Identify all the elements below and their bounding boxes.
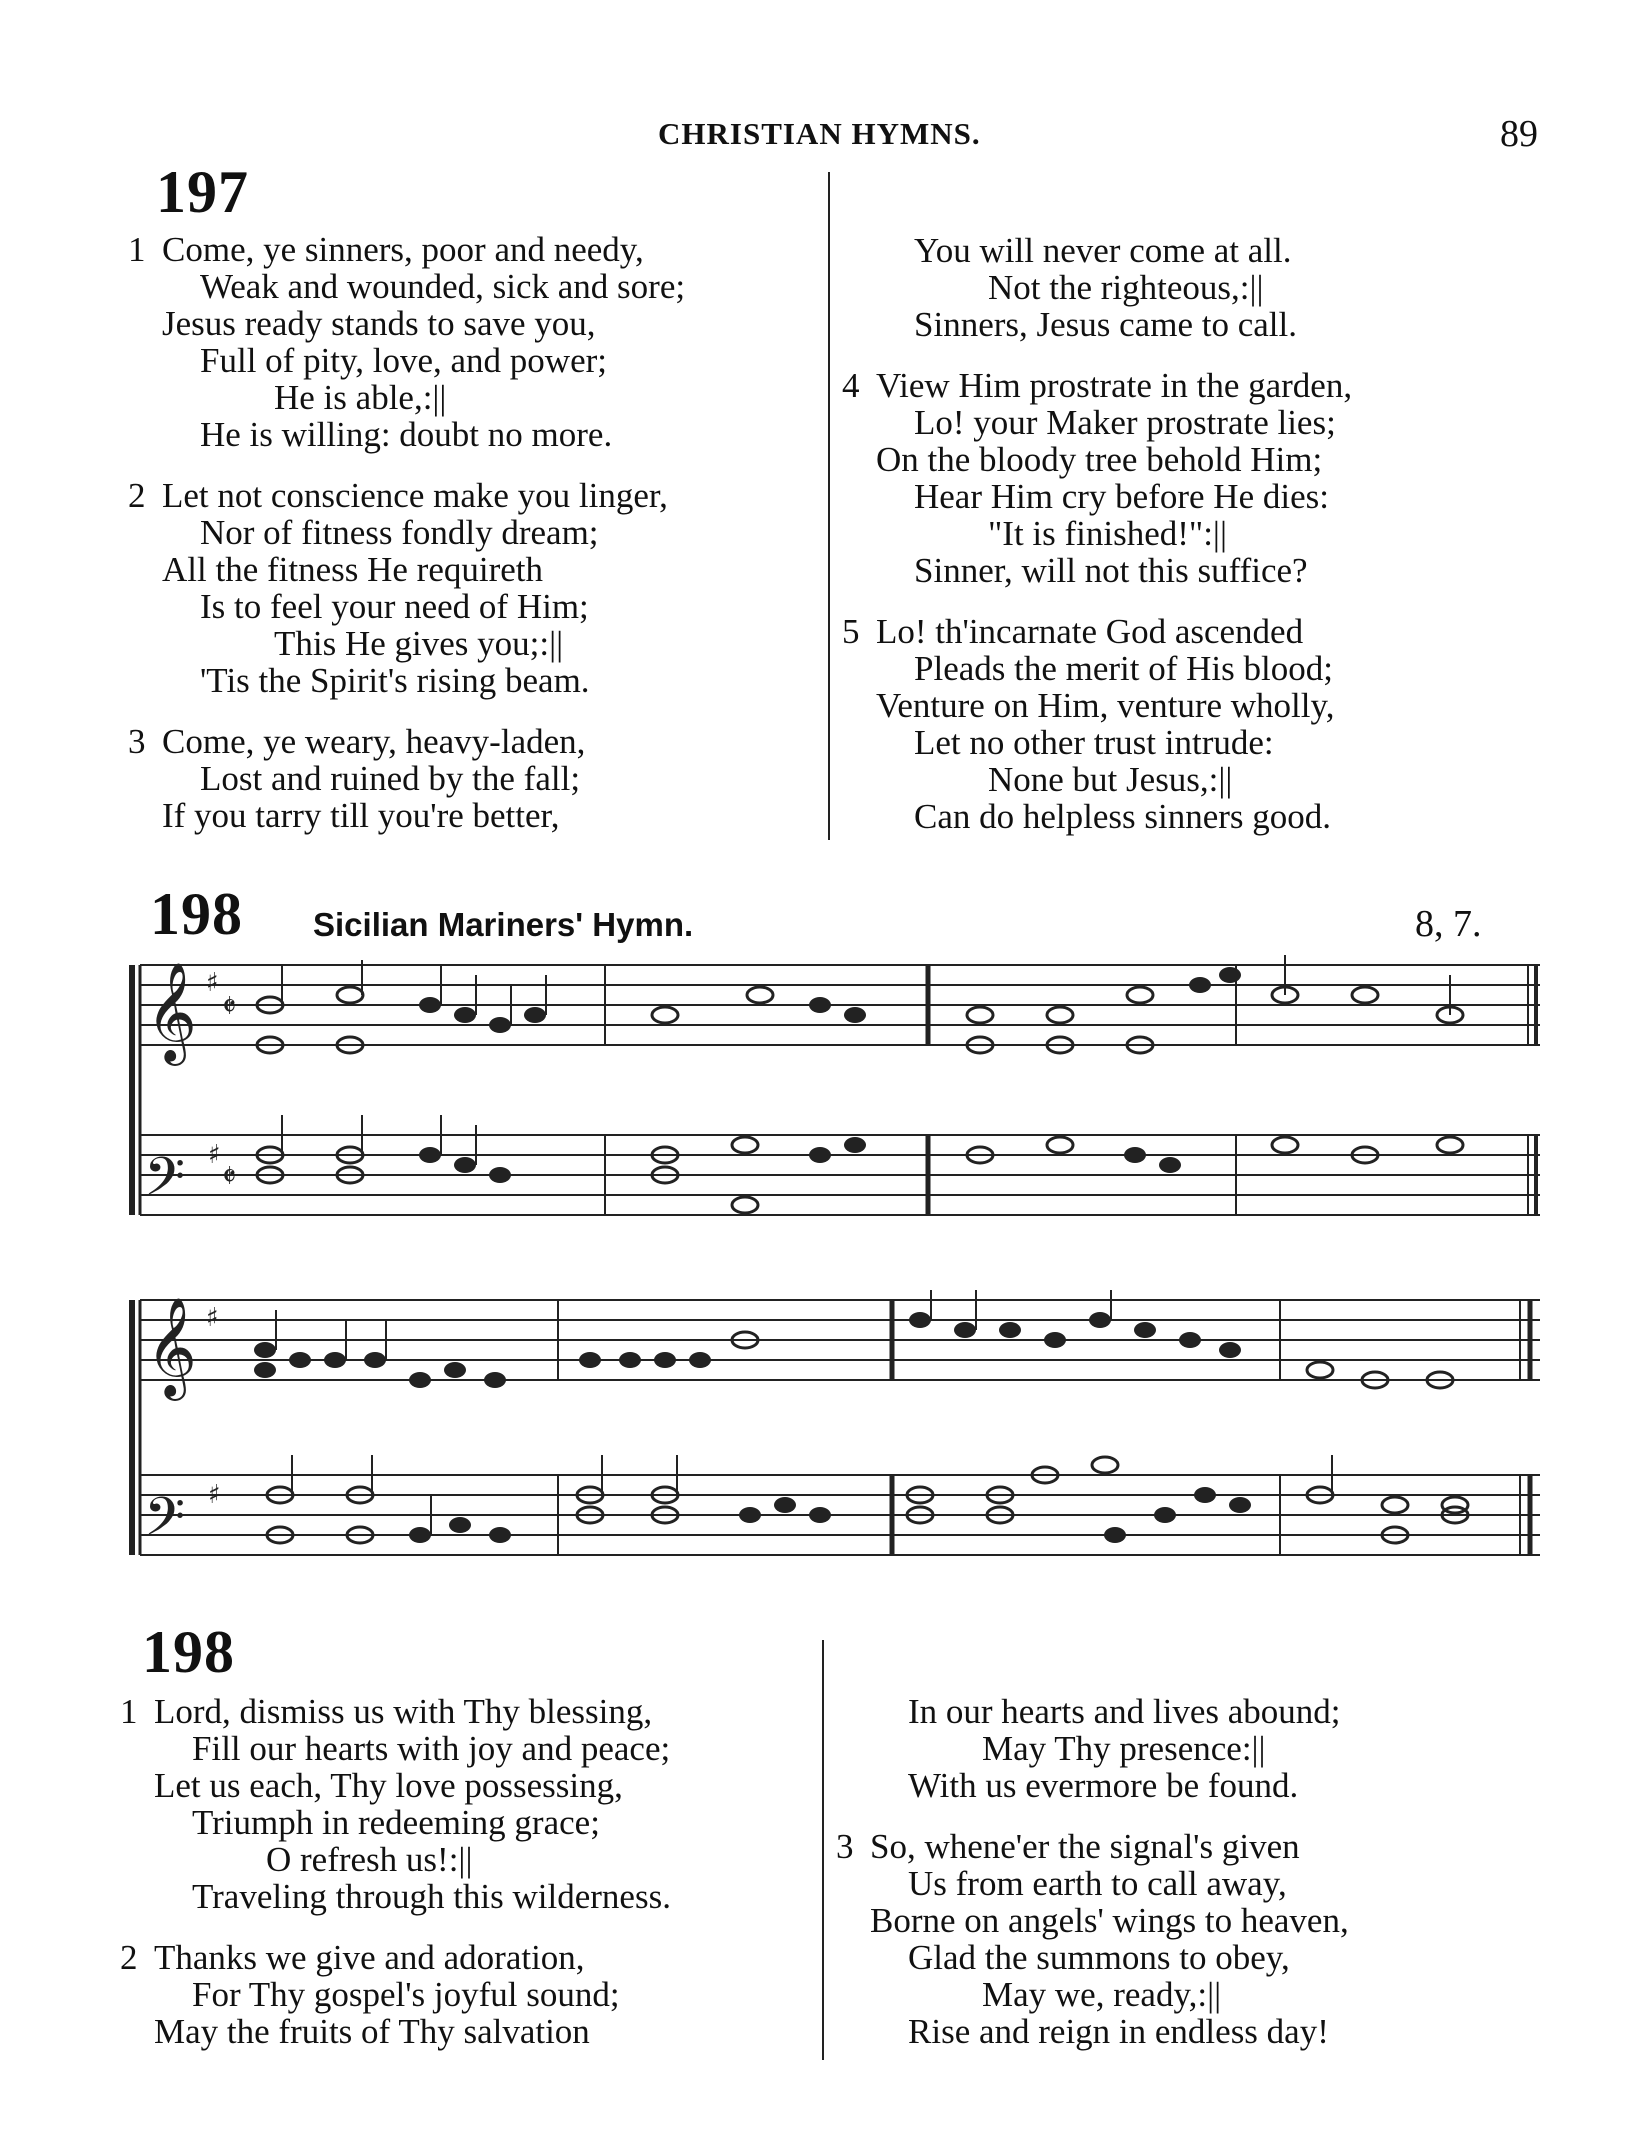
verse-line-text: Hear Him cry before He dies: — [914, 477, 1329, 516]
verse — [842, 367, 1352, 589]
verse-line — [842, 269, 1352, 306]
verse-line-text: Full of pity, love, and power; — [200, 341, 607, 380]
verse-line-text: Not the righteous,:|| — [988, 268, 1264, 307]
verse-line-text: For Thy gospel's joyful sound; — [192, 1975, 620, 2014]
verse-line — [128, 416, 685, 453]
tune-name: Sicilian Mariners' Hymn. — [313, 906, 694, 943]
verse-number: 2 — [120, 1938, 138, 1977]
bass-clef-icon: 𝄢 — [144, 1147, 186, 1221]
verse-line-text: You will never come at all. — [914, 231, 1292, 270]
verse-line — [120, 1693, 671, 1730]
verse-line — [128, 551, 685, 588]
svg-text:♯: ♯ — [208, 1140, 221, 1170]
verse-line — [128, 662, 685, 699]
verse-line — [842, 613, 1352, 650]
meter: 8, 7. — [1415, 903, 1482, 945]
column-divider — [828, 172, 830, 840]
verse-line — [842, 367, 1352, 404]
verse-line — [128, 379, 685, 416]
verse-line — [836, 1939, 1349, 1976]
verse-line — [842, 441, 1352, 478]
verse-line-text: Venture on Him, venture wholly, — [876, 686, 1335, 725]
verse-line — [842, 515, 1352, 552]
verse-line — [120, 1976, 671, 2013]
verse-line-text: Is to feel your need of Him; — [200, 587, 589, 626]
verse-number: 3 — [836, 1827, 854, 1866]
verse-line-text: Let not conscience make you linger, — [162, 476, 668, 515]
verse — [128, 477, 685, 699]
verse-line — [128, 797, 685, 834]
verse-line-text: Let no other trust intrude: — [914, 723, 1274, 762]
verse-line-text: He is able,:|| — [274, 378, 447, 417]
verse-line — [836, 1767, 1349, 1804]
verse-line-text: So, whene'er the signal's given — [870, 1827, 1300, 1866]
verse-line — [842, 761, 1352, 798]
verse-line-text: Lost and ruined by the fall; — [200, 759, 581, 798]
verse-line-text: Pleads the merit of His blood; — [914, 649, 1333, 688]
verse-line — [842, 478, 1352, 515]
svg-text:𝄵: 𝄵 — [222, 987, 237, 1025]
verse-line-text: Weak and wounded, sick and sore; — [200, 267, 686, 306]
verse-line — [836, 1976, 1349, 2013]
verse-line — [128, 760, 685, 797]
hymn-198-right-column — [836, 1693, 1349, 2074]
verse-line — [836, 1902, 1349, 1939]
verse-number: 4 — [842, 366, 860, 405]
verse-line-text: Jesus ready stands to save you, — [162, 304, 596, 343]
verse-line — [842, 232, 1352, 269]
verse-number: 5 — [842, 612, 860, 651]
verse-number: 1 — [120, 1692, 138, 1731]
verse — [836, 1828, 1349, 2050]
verse-line-text: Nor of fitness fondly dream; — [200, 513, 599, 552]
verse-line-text: Lo! your Maker prostrate lies; — [914, 403, 1336, 442]
verse-line — [128, 305, 685, 342]
svg-text:𝄵: 𝄵 — [222, 1157, 237, 1195]
verse-line — [842, 552, 1352, 589]
verse-line — [842, 687, 1352, 724]
verse-line — [128, 268, 685, 305]
bass-clef-icon: 𝄢 — [144, 1487, 186, 1561]
verse-line-text: May Thy presence:|| — [982, 1729, 1266, 1768]
verse-number: 3 — [128, 722, 146, 761]
verse-line — [836, 1693, 1349, 1730]
verse-line-text: May we, ready,:|| — [982, 1975, 1222, 2014]
verse-line-text: Fill our hearts with joy and peace; — [192, 1729, 671, 1768]
verse — [842, 613, 1352, 835]
verse-line — [128, 231, 685, 268]
verse-line-text: Us from earth to call away, — [908, 1864, 1287, 1903]
verse-line — [120, 2013, 671, 2050]
verse — [128, 723, 685, 834]
verse-line-text: This He gives you;:|| — [274, 624, 564, 663]
column-divider — [822, 1640, 824, 2060]
verse-line-text: Come, ye weary, heavy-laden, — [162, 722, 586, 761]
verse-line-text: Glad the summons to obey, — [908, 1938, 1290, 1977]
verse-line-text: Let us each, Thy love possessing, — [154, 1766, 623, 1805]
verse-number: 2 — [128, 476, 146, 515]
verse-line — [128, 342, 685, 379]
treble-clef-icon: 𝄞 — [146, 1297, 197, 1397]
verse-line — [128, 625, 685, 662]
verse-line-text: May the fruits of Thy salvation — [154, 2012, 590, 2051]
verse-line — [120, 1878, 671, 1915]
hymn-197-left-column — [128, 231, 685, 858]
verse-line-text: Lord, dismiss us with Thy blessing, — [154, 1692, 653, 1731]
verse-line-text: Lo! th'incarnate God ascended — [876, 612, 1304, 651]
verse-line-text: Triumph in redeeming grace; — [192, 1803, 600, 1842]
verse-line-text: Thanks we give and adoration, — [154, 1938, 585, 1977]
verse-line-text: 'Tis the Spirit's rising beam. — [200, 661, 590, 700]
verse-line — [120, 1939, 671, 1976]
verse-line — [836, 1828, 1349, 1865]
svg-text:♯: ♯ — [206, 968, 219, 998]
verse-line — [842, 798, 1352, 835]
music-system-2 — [120, 1290, 1540, 1590]
verse-line — [120, 1767, 671, 1804]
verse-line-text: All the fitness He requireth — [162, 550, 544, 589]
verse-line — [842, 724, 1352, 761]
verse-line-text: On the bloody tree behold Him; — [876, 440, 1323, 479]
verse-line — [128, 588, 685, 625]
verse-number: 1 — [128, 230, 146, 269]
verse-line — [842, 404, 1352, 441]
verse-line — [128, 477, 685, 514]
verse-line-text: Sinner, will not this suffice? — [914, 551, 1308, 590]
verse — [128, 231, 685, 453]
tune-198-number: 198 — [150, 881, 243, 947]
verse-line-text: With us evermore be found. — [908, 1766, 1299, 1805]
svg-text:♯: ♯ — [208, 1480, 221, 1510]
verse-line — [128, 514, 685, 551]
running-header: CHRISTIAN HYMNS. — [658, 116, 981, 151]
verse-line — [842, 306, 1352, 343]
verse — [120, 1939, 671, 2050]
music-system-1 — [120, 955, 1540, 1245]
verse-line-text: Traveling through this wilderness. — [192, 1877, 671, 1916]
hymn-197-number: 197 — [156, 159, 249, 225]
verse-line-text: Borne on angels' wings to heaven, — [870, 1901, 1349, 1940]
verse-line-text: Rise and reign in endless day! — [908, 2012, 1329, 2051]
verse-line-text: None but Jesus,:|| — [988, 760, 1233, 799]
verse-line — [128, 723, 685, 760]
verse — [836, 1693, 1349, 1804]
treble-clef-icon: 𝄞 — [146, 962, 197, 1062]
verse-line-text: Sinners, Jesus came to call. — [914, 305, 1297, 344]
hymn-198-number: 198 — [142, 1619, 235, 1685]
hymn-197-right-column — [842, 232, 1352, 859]
verse — [120, 1693, 671, 1915]
verse-line — [120, 1730, 671, 1767]
verse-line-text: Come, ye sinners, poor and needy, — [162, 230, 644, 269]
verse-line — [836, 1865, 1349, 1902]
page-number: 89 — [1500, 113, 1538, 155]
verse-line-text: Can do helpless sinners good. — [914, 797, 1332, 836]
hymn-198-left-column — [120, 1693, 671, 2074]
verse-line-text: If you tarry till you're better, — [162, 796, 560, 835]
verse-line-text: View Him prostrate in the garden, — [876, 366, 1353, 405]
verse-line — [836, 2013, 1349, 2050]
svg-text:♯: ♯ — [206, 1303, 219, 1333]
verse-line-text: In our hearts and lives abound; — [908, 1692, 1341, 1731]
verse-line-text: O refresh us!:|| — [266, 1840, 473, 1879]
verse-line — [842, 650, 1352, 687]
verse-line — [120, 1804, 671, 1841]
verse-line — [120, 1841, 671, 1878]
verse-line — [836, 1730, 1349, 1767]
verse-line-text: He is willing: doubt no more. — [200, 415, 613, 454]
verse-line-text: "It is finished!":|| — [988, 514, 1227, 553]
verse — [842, 232, 1352, 343]
